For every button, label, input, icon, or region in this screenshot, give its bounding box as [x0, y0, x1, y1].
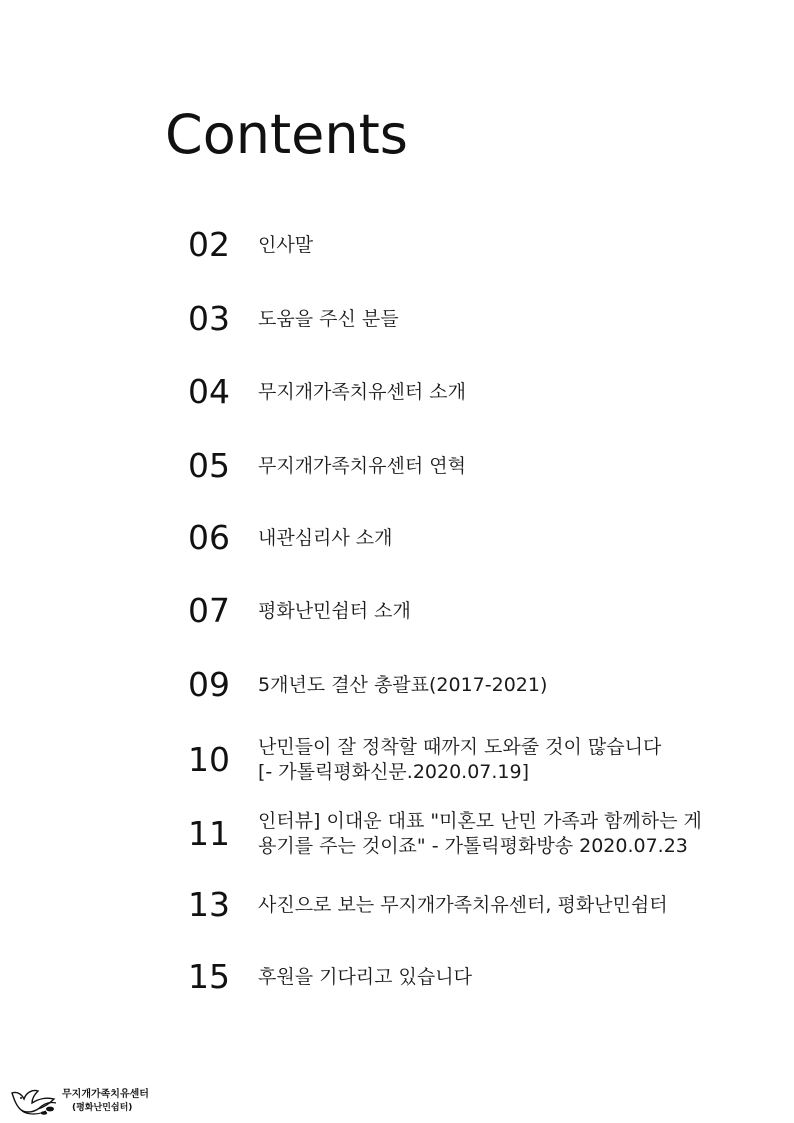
toc-title-line: 용기를 주는 것이죠" - 가톨릭평화방송 2020.07.23	[258, 835, 688, 857]
toc-page-number: 11	[188, 814, 230, 853]
toc-page-number: 13	[188, 885, 230, 924]
toc-entry-02	[188, 225, 748, 265]
toc-entry-10	[188, 735, 748, 785]
dove-icon	[8, 1083, 62, 1119]
toc-title-line: 난민들이 잘 정착할 때까지 도와줄 것이 많습니다	[258, 736, 662, 758]
toc-page-number: 04	[188, 372, 230, 411]
toc-title	[258, 735, 661, 785]
toc-title	[258, 307, 399, 332]
toc-entry-15	[188, 957, 748, 997]
toc-page-number: 03	[188, 299, 230, 338]
toc-title-line: 인터뷰] 이대운 대표 "미혼모 난민 가족과 함께하는 게	[258, 810, 702, 832]
toc-entry-09	[188, 665, 748, 705]
page-title: Contents	[165, 103, 408, 166]
footer-sub-name: (평화난민쉼터)	[72, 1103, 133, 1113]
toc-page-number: 06	[188, 518, 230, 557]
toc-page-number: 05	[188, 446, 230, 485]
toc-title-line: 사진으로 보는 무지개가족치유센터, 평화난민쉼터	[258, 893, 668, 916]
toc-page-number: 10	[188, 740, 230, 779]
toc-page-number: 15	[188, 957, 230, 996]
toc-entry-05	[188, 446, 748, 486]
toc-title	[258, 673, 547, 698]
toc-title	[258, 893, 668, 918]
toc-page-number: 07	[188, 591, 230, 630]
toc-title-line: 5개년도 결산 총괄표(2017-2021)	[258, 673, 548, 696]
toc-title-line: 인사말	[258, 233, 314, 256]
toc-entry-07	[188, 591, 748, 631]
toc-title-line: [- 가톨릭평화신문.2020.07.19]	[258, 761, 530, 783]
toc-title-line: 도움을 주신 분들	[258, 307, 399, 330]
toc-title	[258, 526, 393, 551]
toc-title-line: 후원을 기다리고 있습니다	[258, 965, 472, 988]
toc-title-line: 무지개가족치유센터 소개	[258, 380, 466, 403]
toc-title-line: 내관심리사 소개	[258, 526, 393, 549]
footer-logo	[8, 1083, 208, 1123]
toc-entry-11	[188, 809, 748, 859]
toc-entry-06	[188, 518, 748, 558]
toc-entry-04	[188, 372, 748, 412]
toc-entry-03	[188, 299, 748, 339]
toc-title	[258, 809, 702, 859]
toc-title-line: 무지개가족치유센터 연혁	[258, 454, 466, 477]
toc-title	[258, 454, 466, 479]
toc-page-number: 02	[188, 225, 230, 264]
toc-title	[258, 380, 466, 405]
footer-org-name: 무지개가족치유센터	[62, 1089, 149, 1100]
toc-title	[258, 965, 472, 990]
toc-page-number: 09	[188, 665, 230, 704]
toc-title	[258, 233, 313, 258]
toc-title	[258, 599, 411, 624]
toc-title-line: 평화난민쉼터 소개	[258, 599, 411, 622]
toc-entry-13	[188, 885, 748, 925]
